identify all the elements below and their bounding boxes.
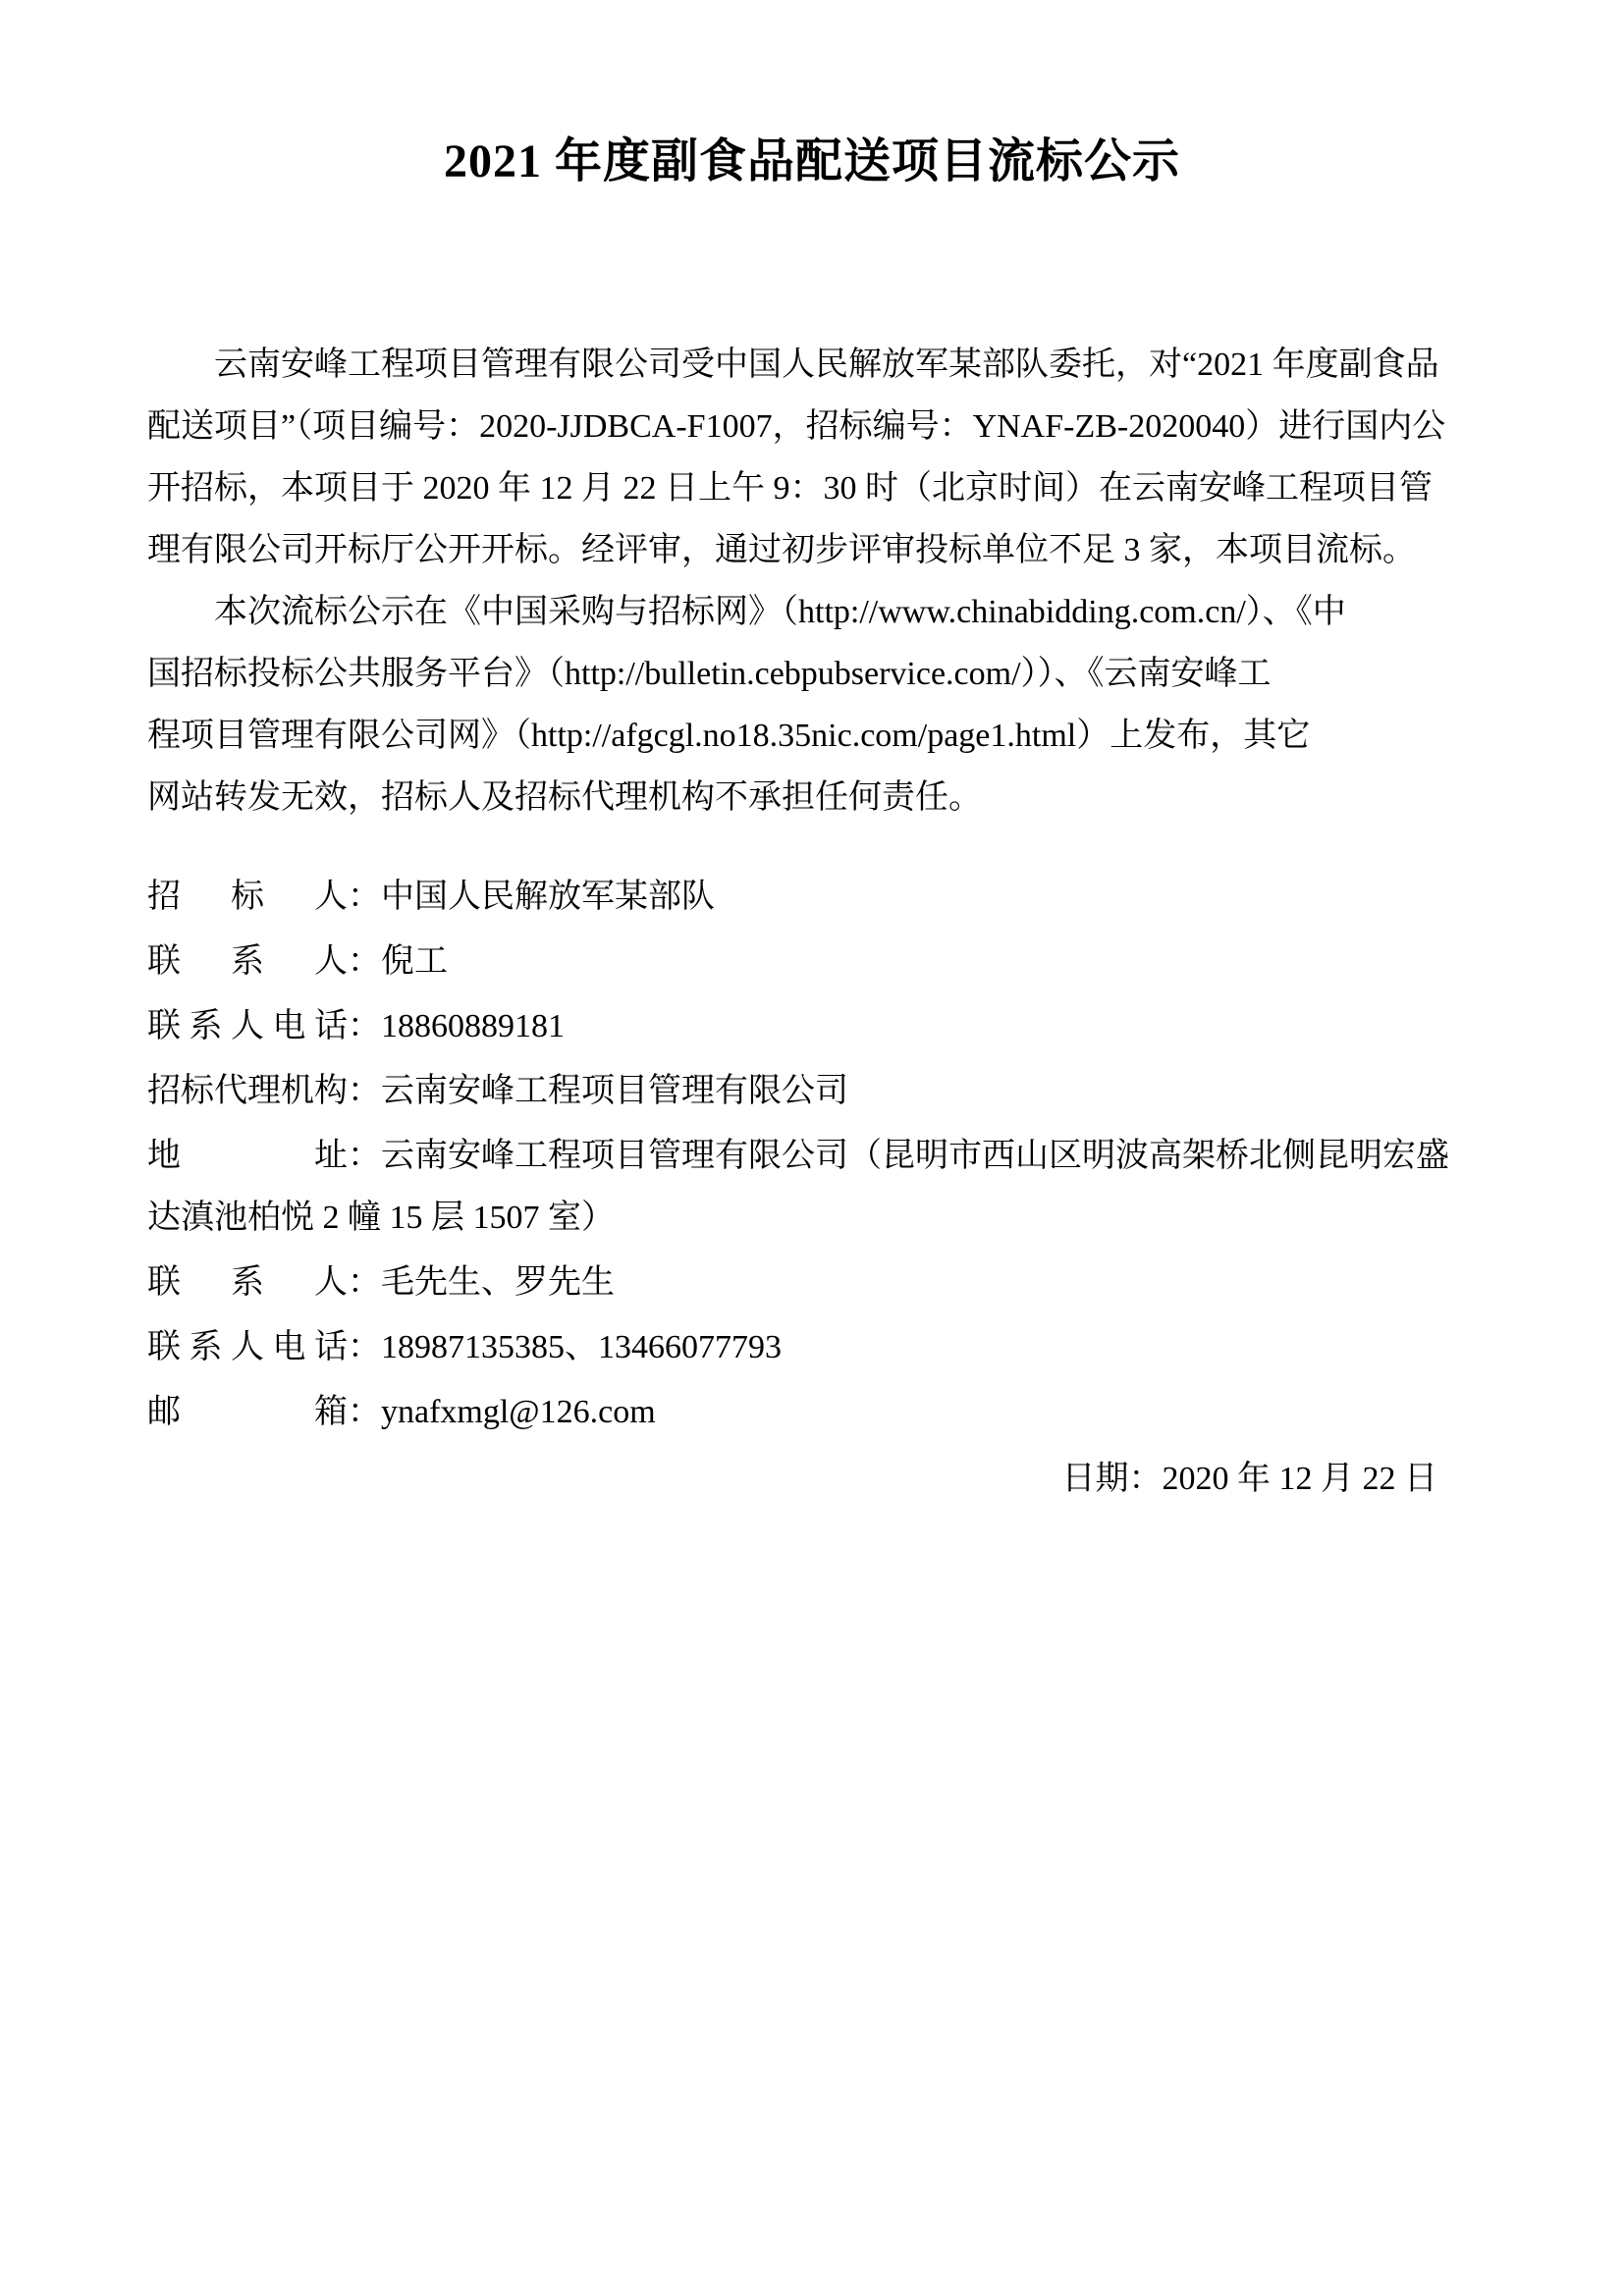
- contact-colon: ：: [348, 1008, 381, 1044]
- contact-value: 云南安峰工程项目管理有限公司（昆明市西山区明波高架桥北侧昆明宏盛达滇池柏悦 2 幢 15 层 1507 室）: [147, 1138, 1449, 1236]
- contact-colon: ：: [348, 1329, 381, 1365]
- contact-row-agency-contact-person: [147, 1252, 1477, 1313]
- contact-value: 中国人民解放军某部队: [381, 879, 715, 915]
- paragraph-line: 网站转发无效，招标人及招标代理机构不承担任何责任。: [147, 779, 982, 816]
- contact-colon: ：: [348, 1073, 381, 1109]
- contact-colon: ：: [348, 879, 381, 915]
- contact-colon: ：: [348, 1394, 381, 1430]
- paragraph-line: 开招标，本项目于 2020 年 12 月 22 日上午 9：30 时（北京时间）在云南安峰工程项目管: [147, 470, 1433, 507]
- paragraph-line: 本次流标公示在《中国采购与招标网》（http://www.chinabidding.com.cn/）、《中: [214, 594, 1346, 630]
- contact-value: 倪工: [381, 943, 448, 980]
- contact-value: 云南安峰工程项目管理有限公司: [381, 1073, 848, 1109]
- contact-label: 招标代理机构: [147, 1073, 348, 1109]
- contact-label: 联系人电话: [147, 1008, 348, 1044]
- contact-value: 18987135385、13466077793: [381, 1329, 782, 1365]
- contact-row-contact-phone: [147, 995, 1477, 1057]
- contact-row-contact-person: [147, 931, 1477, 992]
- contact-row-tenderer: [147, 866, 1477, 928]
- paragraph-1: [147, 334, 1477, 581]
- paragraph-line: 理有限公司开标厅公开开标。经评审，通过初步评审投标单位不足 3 家，本项目流标。: [147, 532, 1416, 568]
- contact-label: 联系人电话: [147, 1329, 348, 1365]
- paragraph-line: 云南安峰工程项目管理有限公司受中国人民解放军某部队委托，对“2021 年度副食品: [214, 347, 1439, 383]
- contact-value: 毛先生、罗先生: [381, 1264, 615, 1301]
- paragraph-line: 程项目管理有限公司网》（http://afgcgl.no18.35nic.com/page1.html）上发布，其它: [147, 718, 1311, 754]
- contact-colon: ：: [348, 1138, 381, 1174]
- contact-colon: ：: [348, 1264, 381, 1301]
- contact-label: 招标人: [147, 879, 348, 915]
- contact-label: 地址: [147, 1138, 348, 1174]
- contact-colon: ：: [348, 943, 381, 980]
- contact-label: 联系人: [147, 943, 348, 980]
- contact-info-section: [147, 866, 1477, 1443]
- paragraph-line: 配送项目”（项目编号：2020-JJDBCA-F1007，招标编号：YNAF-ZB-2020040）进行国内公: [147, 408, 1446, 445]
- paragraph-line: 国招标投标公共服务平台》（http://bulletin.cebpubservice.com/））、《云南安峰工: [147, 656, 1272, 692]
- contact-label: 联系人: [147, 1264, 348, 1301]
- contact-row-agency-contact-phone: [147, 1316, 1477, 1378]
- contact-row-address: [147, 1125, 1477, 1249]
- contact-row-email: [147, 1381, 1477, 1443]
- date-line: 日期：2020 年 12 月 22 日: [1061, 1461, 1437, 1497]
- contact-label: 邮箱: [147, 1394, 348, 1430]
- contact-row-agency: [147, 1060, 1477, 1122]
- paragraph-2: [147, 581, 1477, 828]
- contact-value: ynafxmgl@126.com: [381, 1394, 656, 1430]
- contact-value: 18860889181: [381, 1008, 565, 1044]
- page-title: 2021 年度副食品配送项目流标公示: [443, 135, 1180, 187]
